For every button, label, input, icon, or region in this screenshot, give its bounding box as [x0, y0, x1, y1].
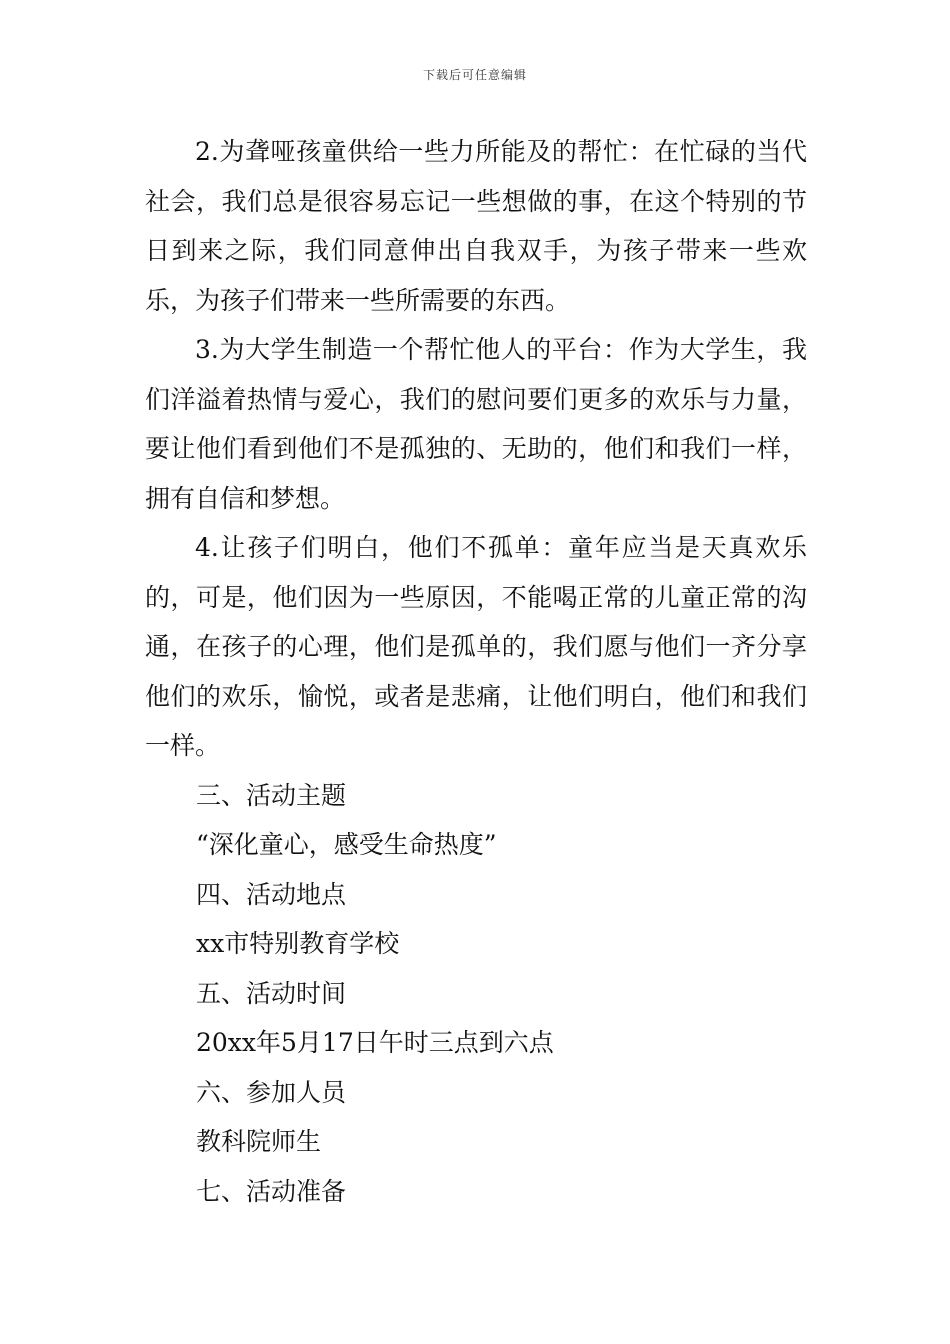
section-heading-time: 五、活动时间 — [196, 978, 347, 1008]
section-heading-location: 四、活动地点 — [196, 879, 347, 909]
paragraph-3: 3.为大学生制造一个帮忙他人的平台：作为大学生，我们洋溢着热情与爱心，我们的慰问要们更多的欢乐与力量，要让他们看到他们不是孤独的、无助的，他们和我们一样，拥有自信和梦想。 — [145, 335, 807, 513]
section-heading-theme: 三、活动主题 — [196, 780, 347, 810]
section-heading-participants: 六、参加人员 — [196, 1077, 347, 1107]
section-value-participants: 教科院师生 — [196, 1127, 322, 1156]
section-value-time: 20xx年5月17日午时三点到六点 — [196, 1028, 554, 1057]
document-body — [145, 127, 807, 1216]
page-header-note: 下载后可任意编辑 — [422, 68, 527, 82]
section-heading-preparation: 七、活动准备 — [196, 1176, 347, 1206]
section-value-location: xx市特别教育学校 — [196, 929, 400, 958]
paragraph-2: 2.为聋哑孩童供给一些力所能及的帮忙：在忙碌的当代社会，我们总是很容易忘记一些想做的事，在这个特别的节日到来之际，我们同意伸出自我双手，为孩子带来一些欢乐，为孩子们带来一些所需要的东西。 — [145, 137, 807, 315]
section-value-theme: “深化童心，感受生命热度” — [196, 830, 497, 859]
paragraph-4: 4.让孩子们明白，他们不孤单：童年应当是天真欢乐的，可是，他们因为一些原因，不能喝正常的儿童正常的沟通，在孩子的心理，他们是孤单的，我们愿与他们一齐分享他们的欢乐，愉悦，或者是悲痛，让他们明白，他们和我们一样。 — [145, 533, 807, 760]
